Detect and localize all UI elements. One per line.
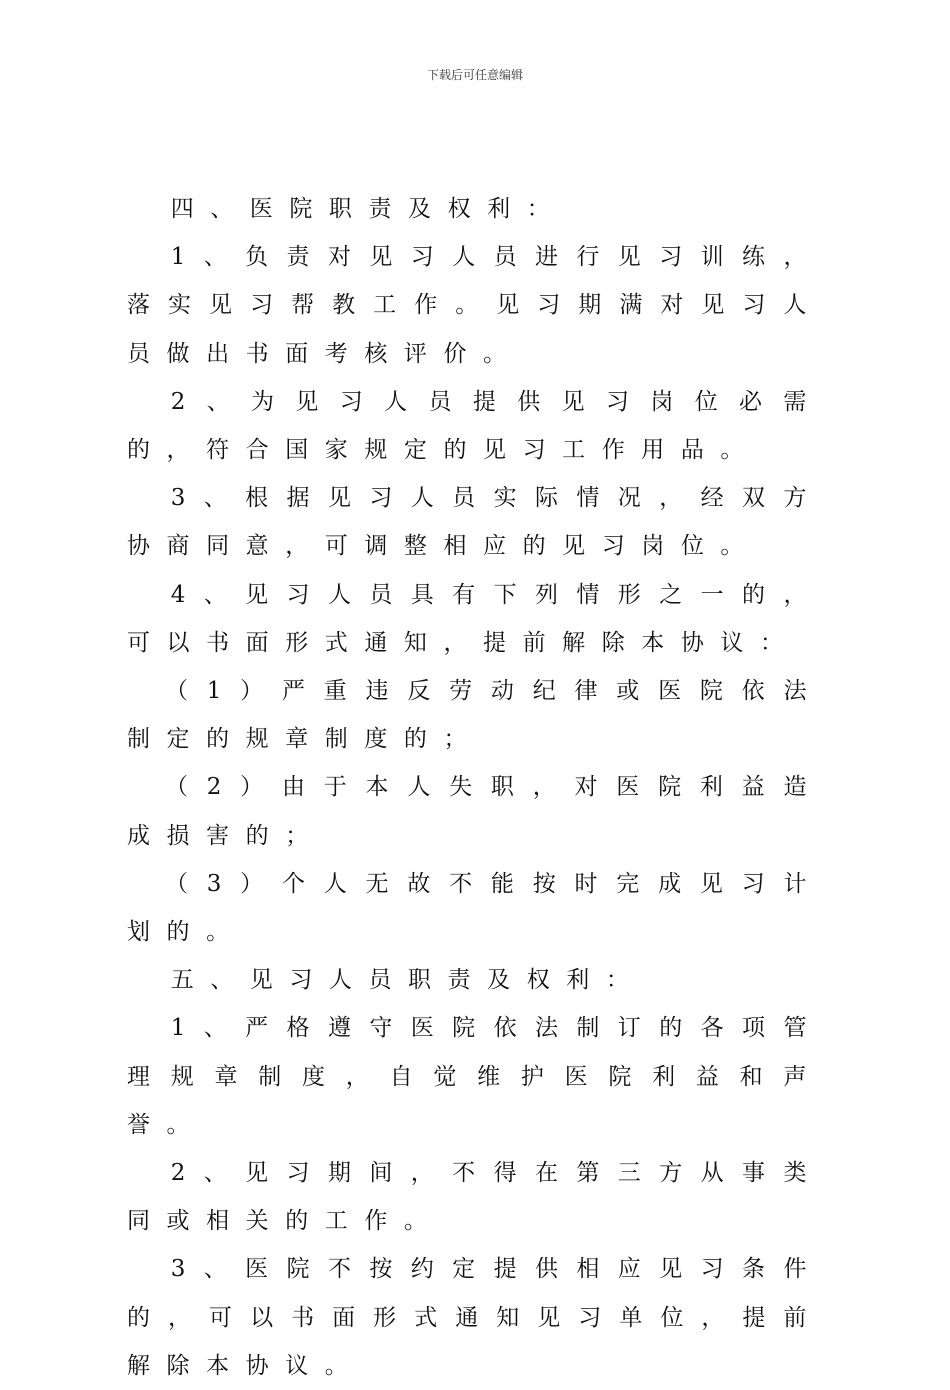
- paragraph-hospital-duty-1: 1、负责对见习人员进行见习训练，落实见习帮教工作。见习期满对见习人员做出书面考核评价。: [127, 244, 823, 367]
- paragraph-termination-case-3: （3）个人无故不能按时完成见习计划的。: [127, 870, 823, 946]
- section-heading-hospital-duties: 四、医院职责及权利：: [170, 196, 567, 222]
- paragraph-termination-case-1: （1）严重违反劳动纪律或医院依法制定的规章制度的；: [127, 678, 823, 753]
- paragraph-hospital-duty-3: 3、根据见习人员实际情况，经双方协商同意，可调整相应的见习岗位。: [127, 485, 823, 560]
- paragraph-intern-duty-1: 1、严格遵守医院依法制订的各项管理规章制度，自觉维护医院利益和声誉。: [127, 1015, 823, 1138]
- paragraph-intern-duty-2: 2、见习期间，不得在第三方从事类同或相关的工作。: [127, 1160, 823, 1235]
- page-header-note: 下载后可任意编辑: [426, 68, 523, 82]
- paragraph-termination-case-2: （2）由于本人失职，对医院利益造成损害的；: [127, 774, 823, 849]
- paragraph-intern-duty-3: 3、医院不按约定提供相应见习条件的，可以书面形式通知见习单位，提前解除本协议。: [127, 1256, 823, 1379]
- paragraph-hospital-duty-4: 4、见习人员具有下列情形之一的，可以书面形式通知，提前解除本协议：: [127, 581, 823, 656]
- document-body: [127, 185, 823, 1390]
- section-heading-intern-duties: 五、见习人员职责及权利：: [170, 967, 646, 994]
- paragraph-hospital-duty-2: 2、为见习人员提供见习岗位必需的，符合国家规定的见习工作用品。: [127, 388, 823, 464]
